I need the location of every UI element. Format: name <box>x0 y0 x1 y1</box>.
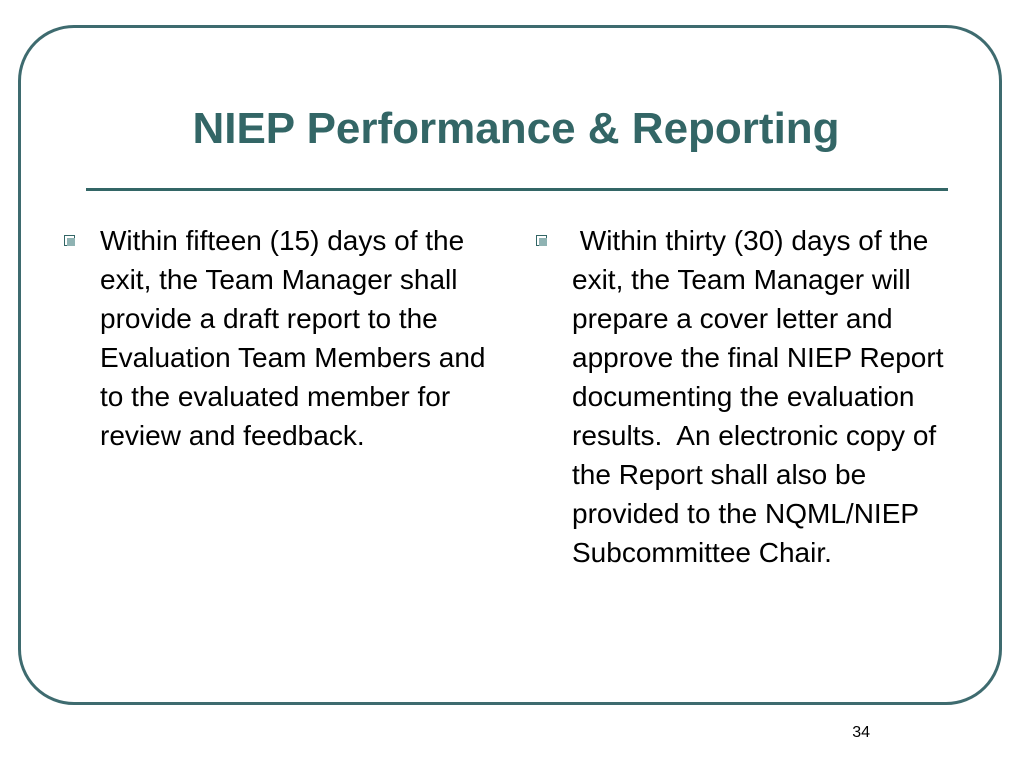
left-column <box>64 221 504 455</box>
square-bullet-icon <box>536 235 547 246</box>
list-item <box>64 221 504 455</box>
bullet-text: Within fifteen (15) days of the exit, the Team Manager shall provide a draft report to the Evaluation Team Members and to the evaluated member for review and feedback. <box>100 225 494 451</box>
page-number: 34 <box>852 724 870 741</box>
title-divider <box>86 188 948 191</box>
square-bullet-icon <box>64 235 75 246</box>
right-column <box>536 221 956 572</box>
bullet-text: Within thirty (30) days of the exit, the Team Manager will prepare a cover letter and approve the final NIEP Report documenting the evaluation results. An electronic copy of the Report shall also be provided to the NQML/NIEP Subcommittee Chair. <box>572 225 952 568</box>
slide-title: NIEP Performance & Reporting <box>192 104 840 153</box>
list-item <box>536 221 956 572</box>
